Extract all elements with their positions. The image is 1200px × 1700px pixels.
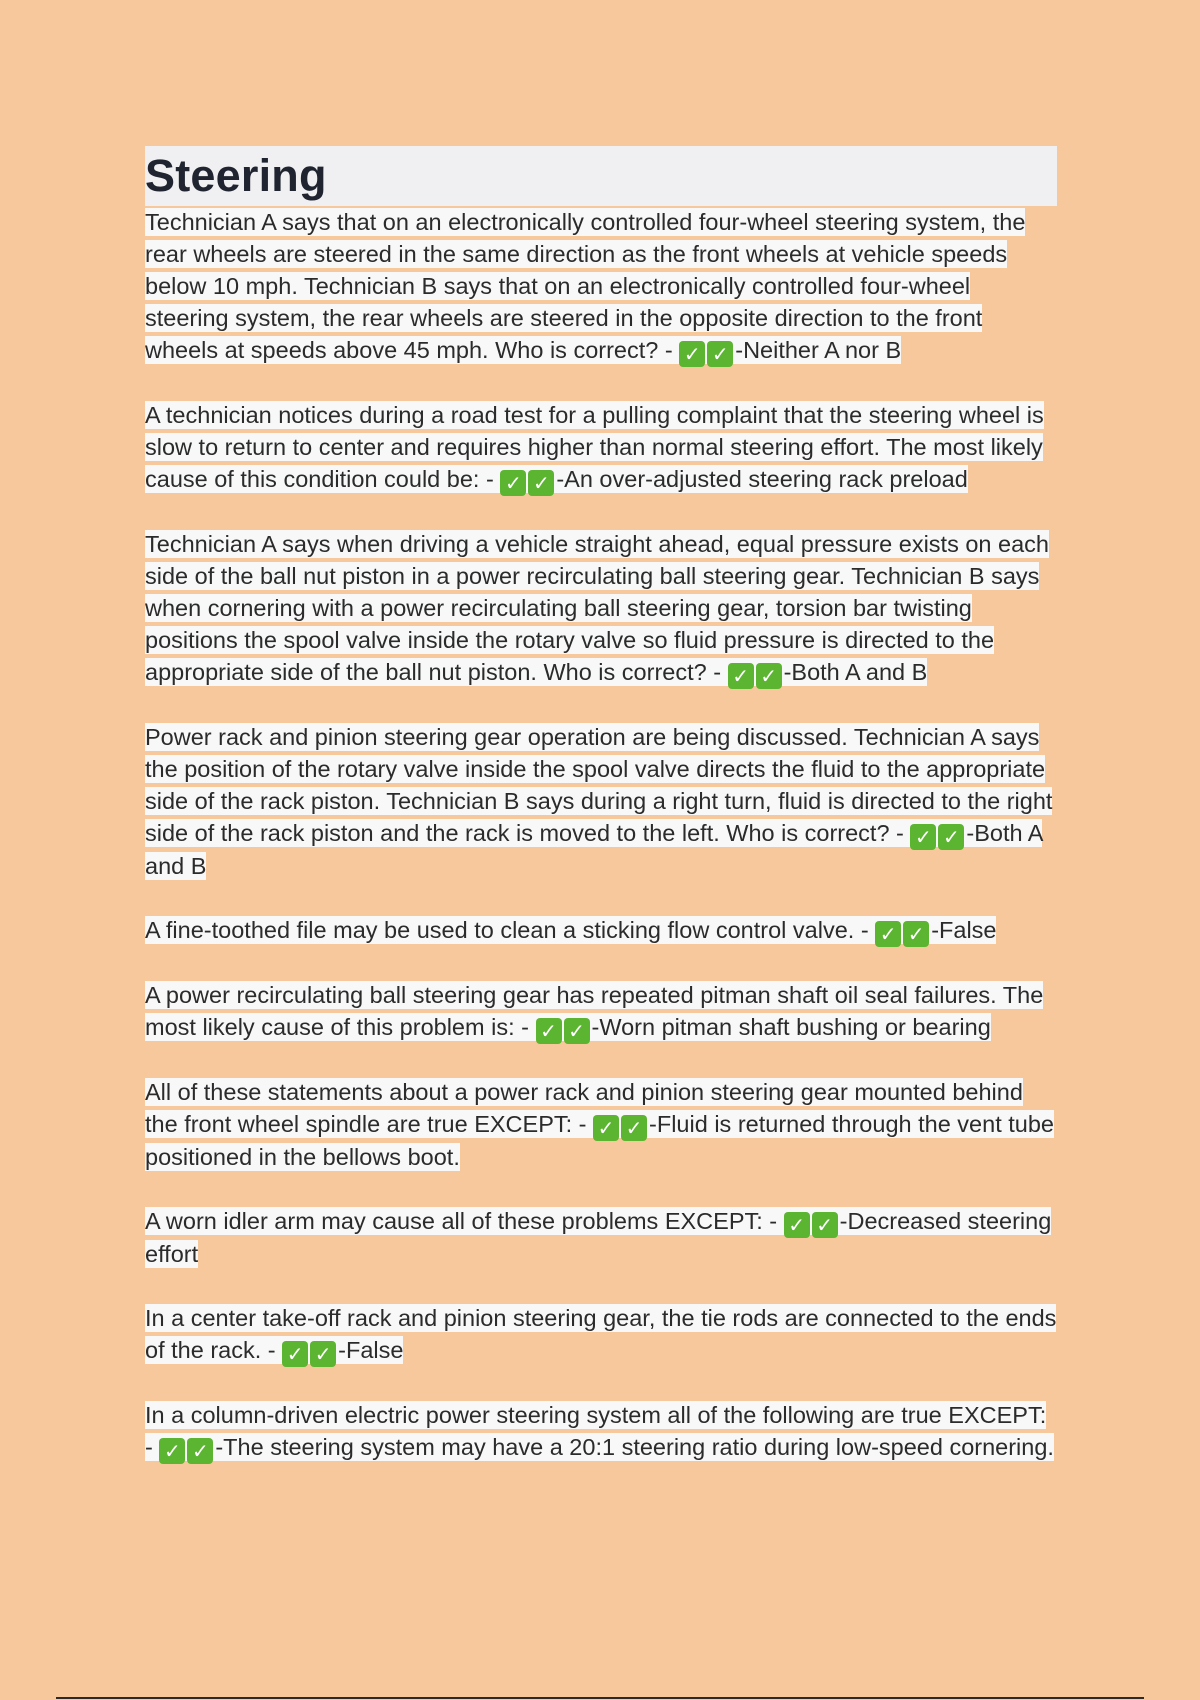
answer-text: -Worn pitman shaft bushing or bearing [591, 1014, 991, 1040]
check-mark-icon: ✓ [536, 1018, 562, 1044]
question-list [145, 206, 1057, 1464]
question-text-highlight [145, 1078, 1054, 1171]
question-text-highlight [145, 530, 1049, 686]
check-mark-icon: ✓ [903, 921, 929, 947]
answer-text: -Neither A nor B [735, 337, 902, 363]
question-text: A power recirculating ball steering gear has repeated pitman shaft oil seal failures. The most likely cause of this problem is: - [145, 982, 1044, 1040]
question-item [145, 1076, 1057, 1173]
question-text: A technician notices during a road test for a pulling complaint that the steering wheel is slow to return to center and requires higher than normal steering effort. The most likely cause of this condition could be: - [145, 402, 1044, 492]
check-mark-icon: ✓ [282, 1341, 308, 1367]
question-item [145, 914, 1057, 947]
check-mark-icon: ✓ [812, 1212, 838, 1238]
answer-text: -The steering system may have a 20:1 steering ratio during low-speed cornering. [215, 1434, 1054, 1460]
check-mark-icon: ✓ [910, 824, 936, 850]
check-mark-icon: ✓ [679, 341, 705, 367]
question-text: Technician A says when driving a vehicle straight ahead, equal pressure exists on each side of the ball nut piston in a power recirculating ball steering gear. Technician B says when cornering with a power recirculating ball steering gear, torsion bar twisting positions the spool valve inside the rotary valve so fluid pressure is directed to the appropriate side of the ball nut piston. Who is correct? - [145, 531, 1049, 685]
check-mark-icon: ✓ [784, 1212, 810, 1238]
check-mark-icon: ✓ [310, 1341, 336, 1367]
page-bottom-divider [56, 1697, 1144, 1699]
question-text-highlight [145, 723, 1052, 880]
question-text-highlight [145, 981, 1043, 1041]
question-item [145, 206, 1057, 367]
answer-text: -Fluid is returned through the vent tube positioned in the bellows boot. [145, 1111, 1054, 1170]
answer-text: -Both A and B [145, 820, 1043, 879]
check-mark-icon: ✓ [187, 1438, 213, 1464]
answer-text: -Both A and B [783, 659, 928, 685]
check-mark-icon: ✓ [159, 1438, 185, 1464]
question-text: In a column-driven electric power steering system all of the following are true EXCEPT: - [145, 1402, 1047, 1460]
question-item [145, 1302, 1057, 1367]
question-item [145, 721, 1057, 882]
question-text-highlight [145, 208, 1025, 364]
question-text: In a center take-off rack and pinion steering gear, the tie rods are connected to the ends of the rack. - [145, 1305, 1057, 1363]
check-mark-icon: ✓ [621, 1115, 647, 1141]
check-mark-icon: ✓ [728, 663, 754, 689]
question-item [145, 1399, 1057, 1464]
question-item [145, 528, 1057, 689]
question-text-highlight [145, 401, 1044, 493]
question-item [145, 399, 1057, 496]
check-mark-icon: ✓ [564, 1018, 590, 1044]
answer-text: -Decreased steering effort [145, 1208, 1052, 1267]
question-text: All of these statements about a power rack and pinion steering gear mounted behind the front wheel spindle are true EXCEPT: - [145, 1079, 1023, 1137]
answer-text: -False [338, 1337, 404, 1363]
question-text: Power rack and pinion steering gear operation are being discussed. Technician A says the position of the rotary valve inside the spool valve directs the fluid to the appropriate side of the rack piston. Technician B says during a right turn, fluid is directed to the right side of the rack piston and the rack is moved to the left. Who is correct? - [145, 724, 1053, 846]
question-item [145, 1205, 1057, 1270]
question-text: Technician A says that on an electronically controlled four-wheel steering system, the rear wheels are steered in the same direction as the front wheels at vehicle speeds below 10 mph. Technician B says that on an electronically controlled four-wheel steering system, the rear wheels are steered in the opposite direction to the front wheels at speeds above 45 mph. Who is correct? - [145, 209, 1026, 363]
answer-text: -An over-adjusted steering rack preload [556, 466, 968, 492]
title-bar [145, 146, 1057, 206]
check-mark-icon: ✓ [938, 824, 964, 850]
check-mark-icon: ✓ [756, 663, 782, 689]
check-mark-icon: ✓ [707, 341, 733, 367]
document-page [145, 146, 1057, 1496]
question-text: A worn idler arm may cause all of these problems EXCEPT: - [145, 1208, 784, 1234]
question-text-highlight [145, 1401, 1054, 1461]
question-text-highlight [145, 1207, 1051, 1268]
check-mark-icon: ✓ [500, 470, 526, 496]
check-mark-icon: ✓ [528, 470, 554, 496]
check-mark-icon: ✓ [593, 1115, 619, 1141]
check-mark-icon: ✓ [875, 921, 901, 947]
question-text-highlight [145, 916, 996, 944]
question-item [145, 979, 1057, 1044]
page-title: Steering [145, 150, 327, 201]
question-text-highlight [145, 1304, 1056, 1364]
answer-text: -False [931, 917, 997, 943]
question-text: A fine-toothed file may be used to clean a sticking flow control valve. - [145, 917, 876, 943]
